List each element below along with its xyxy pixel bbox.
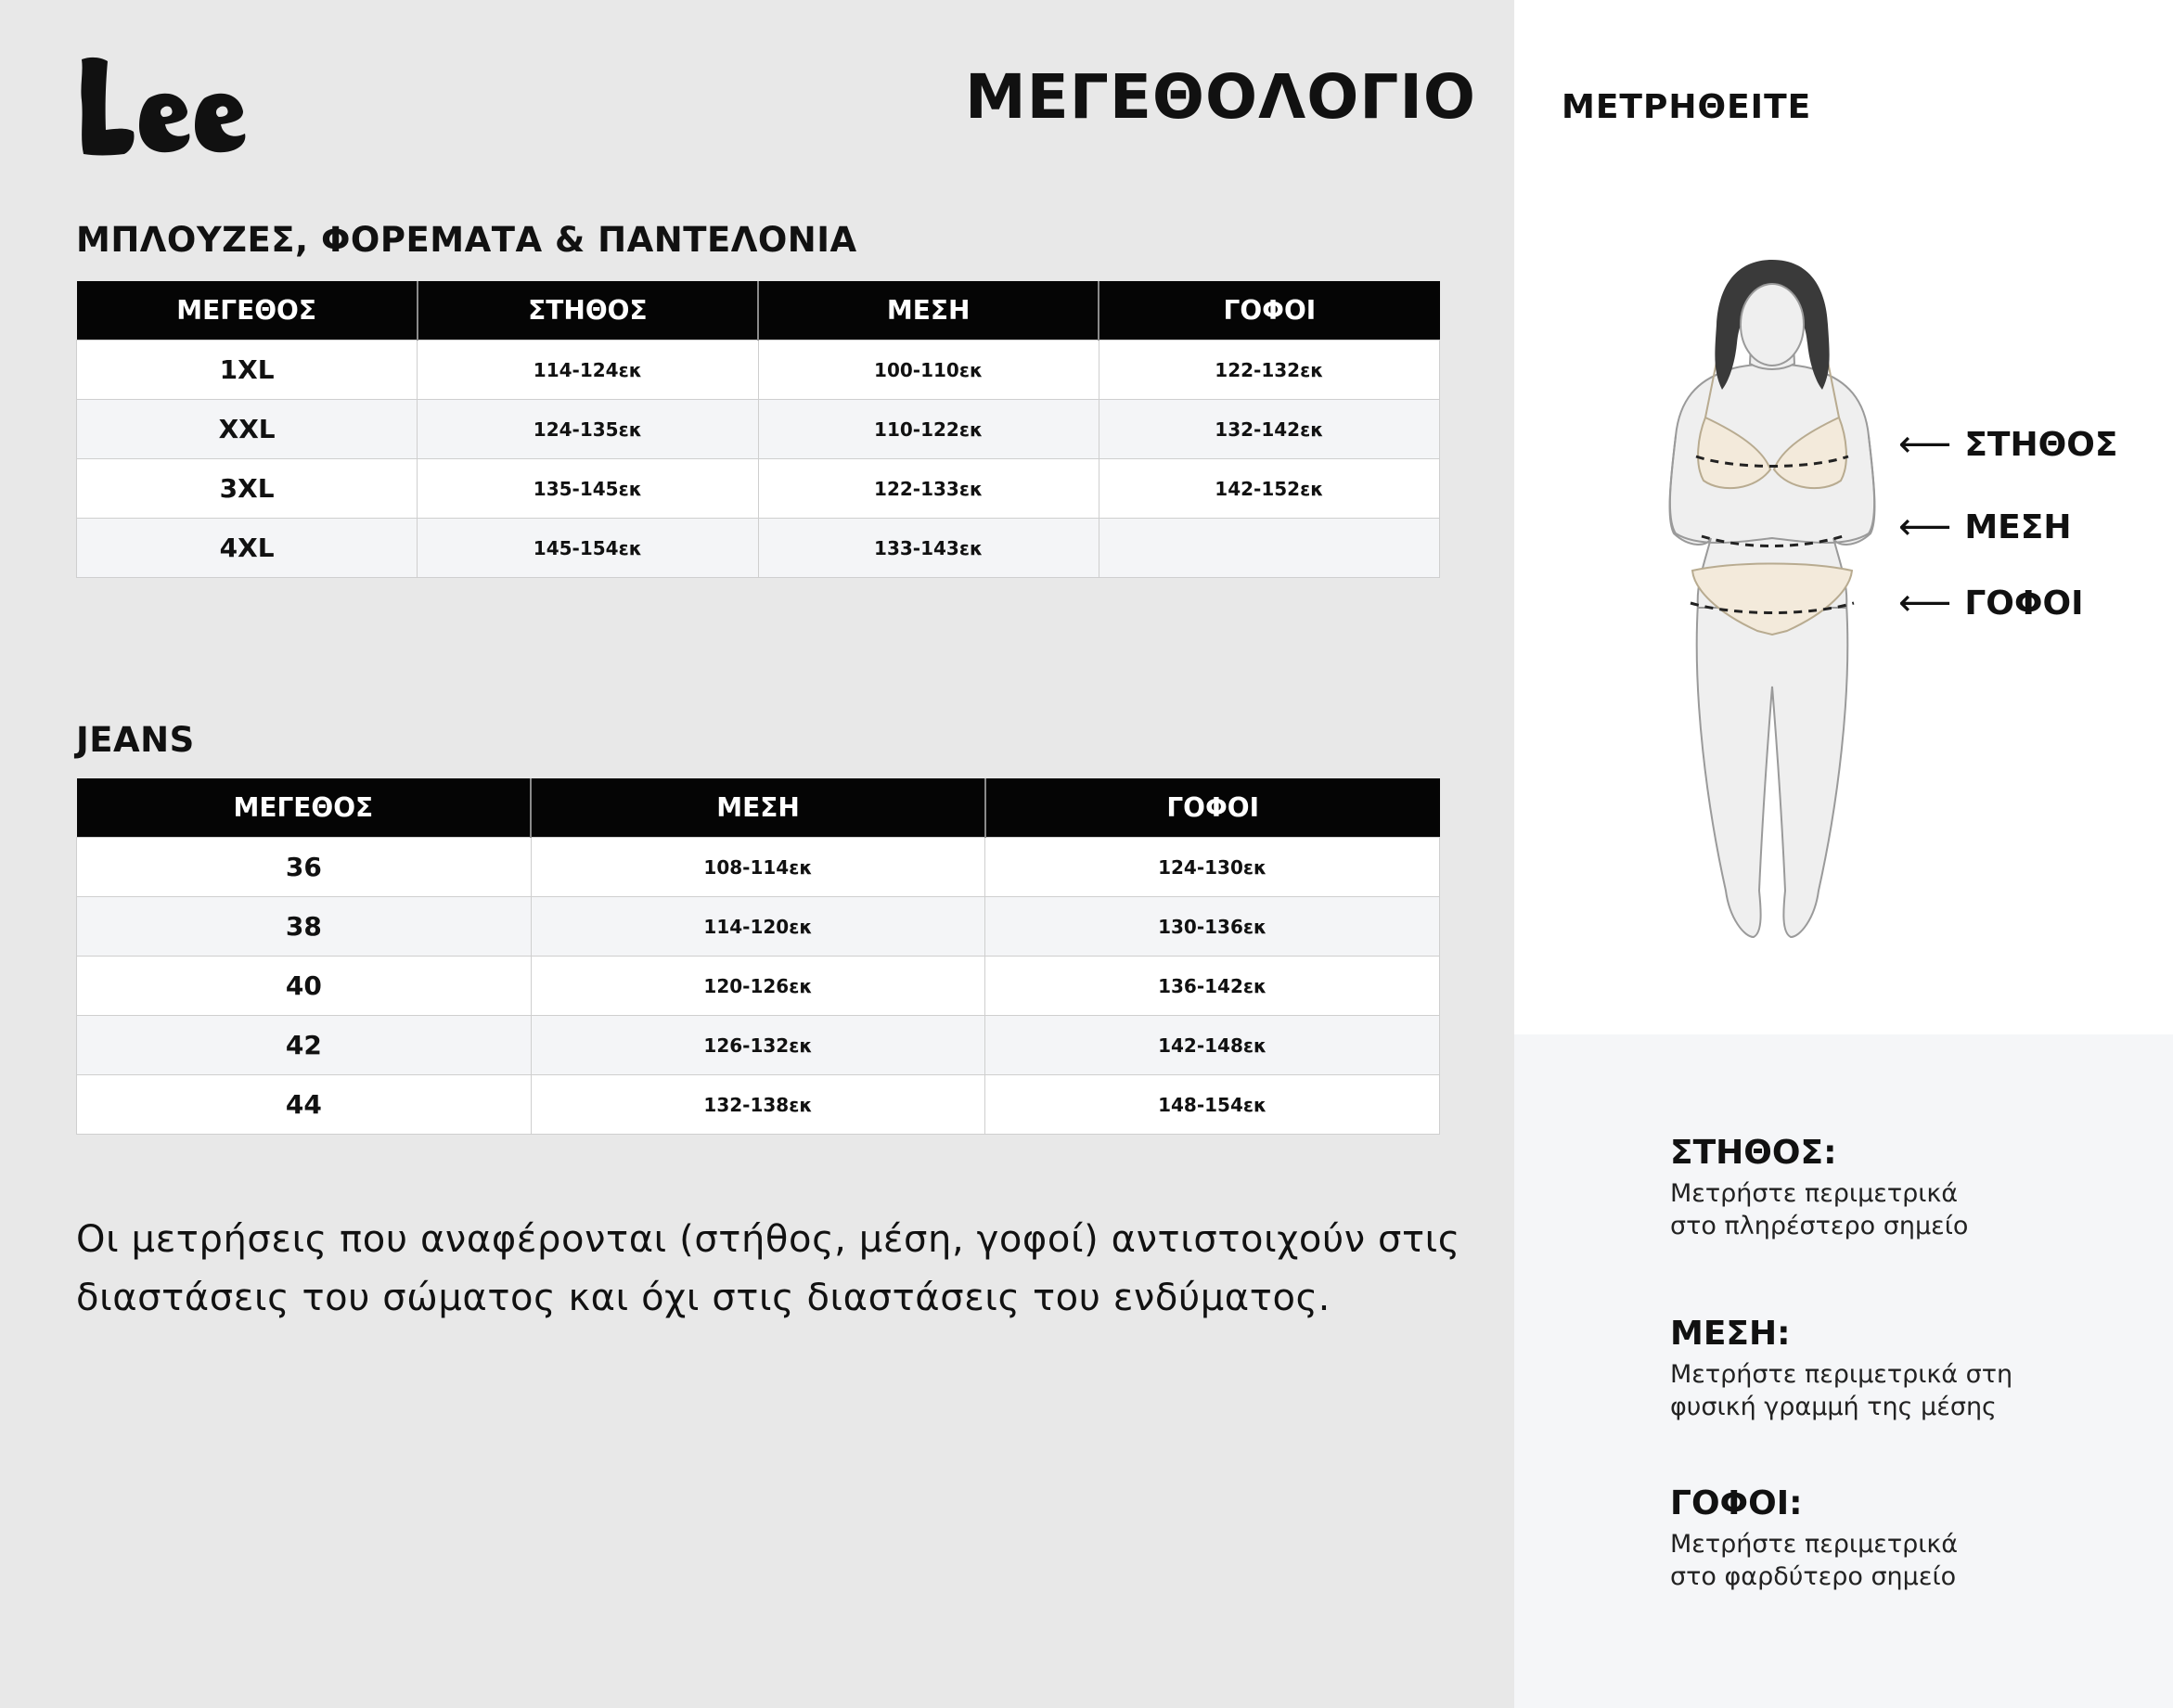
measurement-cell: 136-142εκ <box>985 957 1440 1016</box>
measurement-cell: 142-148εκ <box>985 1016 1440 1075</box>
hips-label <box>1898 582 2084 624</box>
measurement-cell: 135-145εκ <box>418 459 758 519</box>
chest-label-text: ΣΤΗΘΟΣ <box>1964 425 2118 464</box>
column-header: ΜΕΓΕΘΟΣ <box>77 281 418 340</box>
column-header: ΜΕΓΕΘΟΣ <box>77 778 532 838</box>
measurement-cell: 132-138εκ <box>531 1075 985 1135</box>
instruction-text: Μετρήστε περιμετρικά στο φαρδύτερο σημείο <box>1670 1530 1959 1591</box>
table-row <box>77 1016 1440 1075</box>
size-cell: 4XL <box>77 519 418 578</box>
measurement-cell: 124-135εκ <box>418 400 758 459</box>
column-header: ΓΟΦΟΙ <box>1099 281 1439 340</box>
instruction-heading: ΓΟΦΟΙ: <box>1670 1484 1803 1522</box>
waist-label-text: ΜΕΣΗ <box>1964 507 2072 546</box>
chest-instruction <box>1670 1134 2115 1242</box>
instruction-text: Μετρήστε περιμετρικά στη φυσική γραμμή της μέσης <box>1670 1360 2013 1421</box>
instruction-heading: ΜΕΣΗ: <box>1670 1315 1791 1353</box>
measure-title: ΜΕΤΡΗΘΕΙΤΕ <box>1562 88 1812 126</box>
tops-header-row <box>77 281 1440 340</box>
column-header: ΜΕΣΗ <box>531 778 985 838</box>
measurement-cell: 114-120εκ <box>531 897 985 957</box>
measurement-cell: 120-126εκ <box>531 957 985 1016</box>
waist-label <box>1898 506 2071 548</box>
measurement-note: Οι μετρήσεις που αναφέρονται (στήθος, μέση, γοφοί) αντιστοιχούν στις διαστάσεις του σώματος και όχι στις διαστάσεις του ενδύματος. <box>76 1218 1460 1319</box>
jeans-size-table <box>76 778 1440 1135</box>
table-row <box>77 519 1440 578</box>
column-header: ΜΕΣΗ <box>758 281 1099 340</box>
instruction-text: Μετρήστε περιμετρικά στο πληρέστερο σημείο <box>1670 1179 1969 1240</box>
waist-instruction <box>1670 1315 2115 1423</box>
measurement-cell: 114-124εκ <box>418 340 758 400</box>
measurement-cell: 122-133εκ <box>758 459 1099 519</box>
measurement-cell: 133-143εκ <box>758 519 1099 578</box>
size-cell: 38 <box>77 897 532 957</box>
measurement-cell: 100-110εκ <box>758 340 1099 400</box>
measurement-cell: 124-130εκ <box>985 838 1440 897</box>
lee-logo <box>74 54 260 161</box>
measurement-cell: 132-142εκ <box>1099 400 1439 459</box>
tops-section-title: ΜΠΛΟΥΖΕΣ, ΦΟΡΕΜΑΤΑ & ΠΑΝΤΕΛΟΝΙΑ <box>76 220 857 260</box>
size-cell: 42 <box>77 1016 532 1075</box>
jeans-header-row <box>77 778 1440 838</box>
chest-label <box>1898 423 2117 466</box>
table-row <box>77 957 1440 1016</box>
table-row <box>77 340 1440 400</box>
measurement-cell: 122-132εκ <box>1099 340 1439 400</box>
table-row <box>77 838 1440 897</box>
measurement-cell: 130-136εκ <box>985 897 1440 957</box>
hips-instruction <box>1670 1484 2115 1593</box>
measurement-cell: 148-154εκ <box>985 1075 1440 1135</box>
tops-size-table <box>76 281 1440 578</box>
instruction-heading: ΣΤΗΘΟΣ: <box>1670 1134 1837 1172</box>
table-row <box>77 1075 1440 1135</box>
table-row <box>77 400 1440 459</box>
jeans-section-title: JEANS <box>76 720 195 760</box>
size-cell: 40 <box>77 957 532 1016</box>
measurement-cell <box>1099 519 1439 578</box>
measurement-cell: 142-152εκ <box>1099 459 1439 519</box>
measurement-cell: 126-132εκ <box>531 1016 985 1075</box>
size-cell: 44 <box>77 1075 532 1135</box>
arrow-left-icon: ⟵ <box>1898 506 1952 548</box>
table-row <box>77 897 1440 957</box>
size-cell: 3XL <box>77 459 418 519</box>
size-cell: XXL <box>77 400 418 459</box>
column-header: ΓΟΦΟΙ <box>985 778 1440 838</box>
page-title: ΜΕΓΕΘΟΛΟΓΙΟ <box>965 61 1477 133</box>
arrow-left-icon: ⟵ <box>1898 582 1952 624</box>
hips-label-text: ΓΟΦΟΙ <box>1964 584 2084 623</box>
size-cell: 36 <box>77 838 532 897</box>
table-row <box>77 459 1440 519</box>
measurement-cell: 145-154εκ <box>418 519 758 578</box>
column-header: ΣΤΗΘΟΣ <box>418 281 758 340</box>
measurement-cell: 108-114εκ <box>531 838 985 897</box>
arrow-left-icon: ⟵ <box>1898 423 1952 466</box>
body-figure-illustration <box>1633 250 1911 956</box>
size-cell: 1XL <box>77 340 418 400</box>
measurement-cell: 110-122εκ <box>758 400 1099 459</box>
